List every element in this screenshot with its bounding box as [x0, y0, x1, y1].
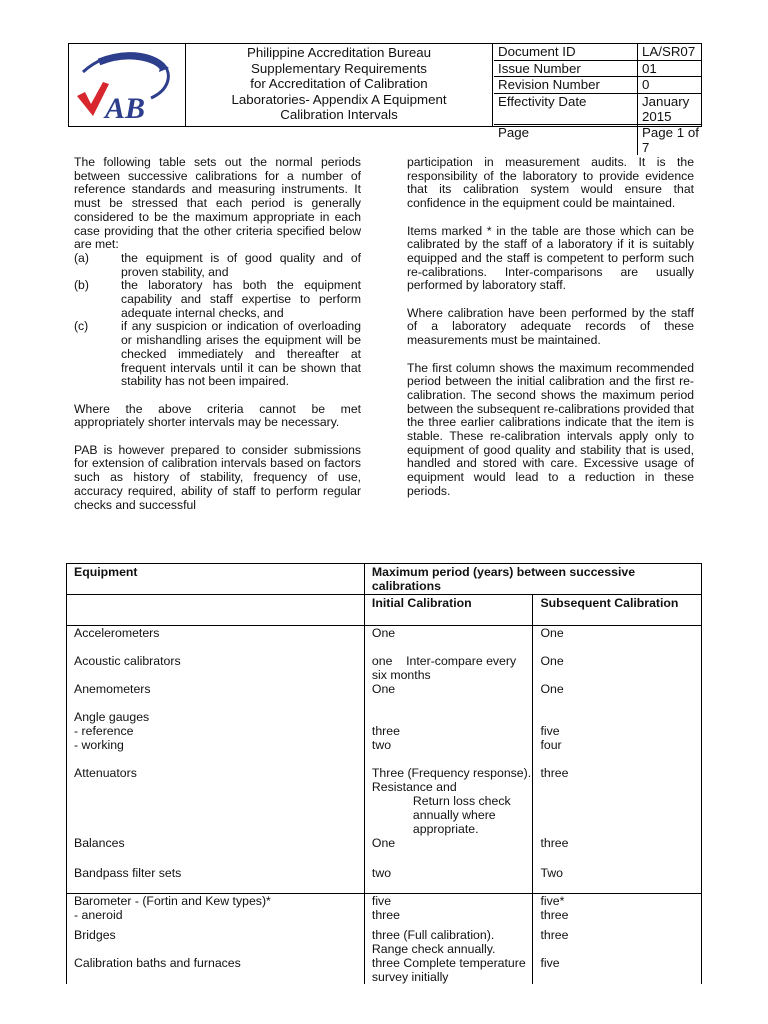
table-cell: Bridges: [67, 928, 365, 956]
table-header-row: [67, 564, 702, 595]
table-row: [67, 626, 702, 654]
meta-row: [494, 44, 701, 60]
meta-label: Page: [494, 124, 638, 155]
pab-logo-icon: [69, 44, 185, 126]
table-cell: Calibration baths and furnaces: [67, 956, 365, 984]
table-cell: five three: [364, 894, 533, 928]
header-equipment: Equipment: [67, 564, 365, 595]
paragraph: Where the above criteria cannot be met appropriately shorter intervals may be necessary.: [74, 401, 361, 430]
paragraph: Items marked * in the table are those which can be calibrated by the staff of a laboratory if it is suitably equipped and the staff is competent to perform such re-calibrations. Inter-comparisons are usually performed by laboratory staff.: [407, 223, 694, 293]
table-cell: Angle gauges - reference - working: [67, 710, 365, 766]
header-subsequent: Subsequent Calibration: [533, 595, 702, 626]
meta-label: Document ID: [494, 44, 638, 60]
table-cell: Anemometers: [67, 682, 365, 710]
paragraph: PAB is however prepared to consider submissions for extension of calibration intervals based on factors such as history of stability, frequency of use, accuracy required, ability of staff to perform regular checks and successful: [74, 442, 361, 512]
paragraph: Where calibration have been performed by the staff of a laboratory adequate records of these measurements must be maintained.: [407, 305, 694, 348]
table-cell: three Complete temperature survey initially: [364, 956, 533, 984]
left-column: [74, 156, 361, 512]
criteria-item: (b) the laboratory has both the equipment capability and staff expertise to perform adequate internal checks, and: [74, 278, 361, 320]
document-meta-table: [494, 44, 701, 155]
table-row: [67, 866, 702, 894]
meta-label: Revision Number: [494, 77, 638, 94]
table-cell: three: [533, 766, 702, 836]
table-cell: One: [364, 626, 533, 654]
table-cell: Attenuators: [67, 766, 365, 836]
meta-value: 01: [638, 60, 702, 77]
table-cell: Barometer - (Fortin and Kew types)* - aneroid: [67, 894, 365, 928]
right-column: [407, 156, 694, 499]
table-cell: Balances: [67, 836, 365, 866]
table-cell: One: [533, 626, 702, 654]
criteria-item: (a) the equipment is of good quality and of proven stability, and: [74, 250, 361, 279]
table-cell: One: [364, 682, 533, 710]
intro-paragraph: The following table sets out the normal periods between successive calibrations for a number of reference standards and measuring instruments. It must be stressed that each period is generally considered to be the maximum appropriate in each case providing that the other criteria specified below are met:: [74, 155, 361, 252]
svg-text:AB: AB: [105, 92, 146, 125]
table-cell: five: [533, 956, 702, 984]
table-cell: One: [364, 836, 533, 866]
document-header: [68, 43, 702, 155]
table-row: [67, 654, 702, 682]
table-row: [67, 894, 702, 928]
table-cell: One: [533, 682, 702, 710]
table-cell: Acoustic calibrators: [67, 654, 365, 682]
table-row: [67, 766, 702, 836]
document-title: Philippine Accreditation Bureau Supplementary Requirements for Accreditation of Calibration Laboratories- Appendix A Equipment Calibration Intervals: [186, 44, 493, 126]
table-cell: three (Full calibration). Range check annually.: [364, 928, 533, 956]
header-initial: Initial Calibration: [364, 595, 533, 626]
meta-row: [494, 60, 701, 77]
meta-value: January 2015: [638, 93, 702, 124]
table-row: [67, 836, 702, 866]
table-cell: one Inter-compare every six months: [364, 654, 533, 682]
table-cell: Three (Frequency response). Resistance and Return loss check annually where appropriate.: [364, 766, 533, 836]
table-row: [67, 710, 702, 766]
meta-row: [494, 93, 701, 124]
table-row: [67, 928, 702, 956]
paragraph: The first column shows the maximum recommended period between the initial calibration and the first re-calibration. The second shows the maximum period between the subsequent re-calibrations provided that the three earlier calibrations indicate that the item is stable. These re-calibration intervals apply only to equipment of good quality and stability that is used, handled and stored with care. Excessive usage of equipment would lead to a reduction in these periods.: [407, 360, 694, 498]
table-cell: Bandpass filter sets: [67, 866, 365, 894]
table-cell: three two: [364, 710, 533, 766]
table-cell: two: [364, 866, 533, 894]
table-cell: three: [533, 928, 702, 956]
meta-value: 0: [638, 77, 702, 94]
table-subheader-row: [67, 595, 702, 626]
table-row: [67, 682, 702, 710]
table-cell: One: [533, 654, 702, 682]
meta-label: Issue Number: [494, 60, 638, 77]
meta-row: [494, 77, 701, 94]
table-cell: five four: [533, 710, 702, 766]
meta-value: LA/SR07: [638, 44, 702, 60]
meta-row: [494, 124, 701, 155]
table-cell: three: [533, 836, 702, 866]
meta-value: Page 1 of 7: [642, 124, 699, 155]
table-cell: five* three: [533, 894, 702, 928]
calibration-intervals-table: [66, 563, 702, 984]
table-cell: Accelerometers: [67, 626, 365, 654]
paragraph: participation in measurement audits. It is the responsibility of the laboratory to provide evidence that its calibration system would ensure that confidence in the equipment could be maintained.: [407, 155, 694, 211]
meta-label: Effectivity Date: [494, 93, 638, 124]
criteria-item: (c) if any suspicion or indication of overloading or mishandling arises the equipment will be checked immediately and thereafter at frequent intervals until it can be shown that stability has not been impaired.: [74, 319, 361, 389]
table-cell: Two: [533, 866, 702, 894]
pab-logo: [69, 44, 186, 126]
table-row: [67, 956, 702, 984]
table-cell: [67, 595, 365, 626]
header-max-period: Maximum period (years) between successive calibrations: [364, 564, 701, 595]
